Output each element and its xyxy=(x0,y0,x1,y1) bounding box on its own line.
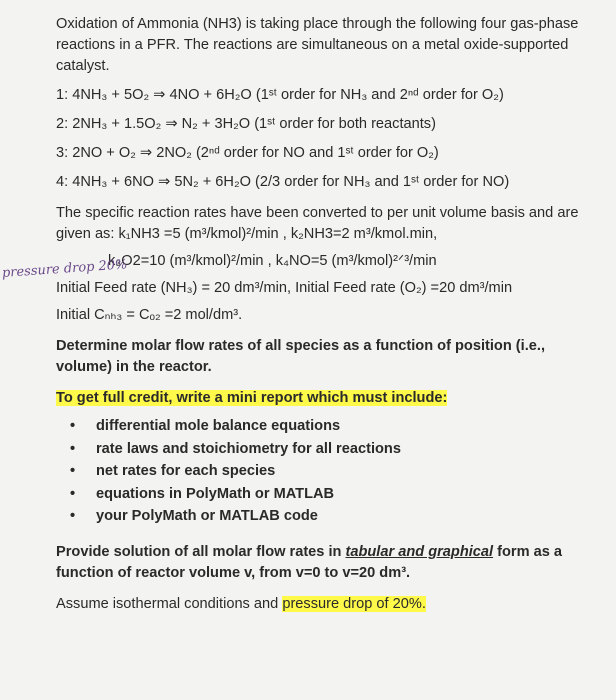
intro-text: Oxidation of Ammonia (NH3) is taking place through the following four gas-phase reactions in a PFR. The reactions are simultaneous on a metal oxide-supported catalyst. xyxy=(56,16,579,74)
list-item: • equations in PolyMath or MATLAB xyxy=(96,483,604,506)
assume-text-a: Assume isothermal conditions and xyxy=(56,595,283,612)
handwritten-note: pressure drop 20% xyxy=(1,257,128,281)
credit-header-highlight: To get full credit, write a mini report which must include: xyxy=(56,390,448,406)
credit-header xyxy=(56,388,604,409)
initial-concentration: Initial Cₙₕ₃ = Cₒ₂ =2 mol/dm³. xyxy=(56,307,243,323)
list-item: • net rates for each species xyxy=(96,460,604,483)
provide-text-underlined: tabular and graphical xyxy=(345,543,494,560)
rates-intro: The specific reaction rates have been converted to per unit volume basis and are given as: k₁NH3 =5 (m³/kmol)²/min , k₂NH3=2 m³/kmol.min, xyxy=(56,205,579,242)
list-item: • your PolyMath or MATLAB code xyxy=(96,505,604,528)
determine-text: Determine molar flow rates of all species as a function of position (i.e., volume) in the reactor. xyxy=(56,338,545,375)
reaction-4: 4: 4NH₃ + 6NO ⇒ 5N₂ + 6H₂O (2/3 order for NH₃ and 1ˢᵗ order for NO) xyxy=(56,174,510,190)
provide-text-a: Provide solution of all molar flow rates in xyxy=(56,543,346,560)
list-item: • rate laws and stoichiometry for all reactions xyxy=(96,438,604,461)
reaction-1: 1: 4NH₃ + 5O₂ ⇒ 4NO + 6H₂O (1ˢᵗ order for NH₃ and 2ⁿᵈ order for O₂) xyxy=(56,87,504,103)
assume-highlight: pressure drop of 20%. xyxy=(282,595,426,612)
provide-text xyxy=(56,542,604,584)
assume-text xyxy=(56,594,604,615)
provide-text-b: form as a function of reactor volume v, from v=0 to v=20 dm³. xyxy=(56,543,563,581)
reaction-3: 3: 2NO + O₂ ⇒ 2NO₂ (2ⁿᵈ order for NO and 1ˢᵗ order for O₂) xyxy=(56,145,439,161)
requirements-list xyxy=(56,415,604,528)
feed-rates: Initial Feed rate (NH₃) = 20 dm³/min, Initial Feed rate (O₂) =20 dm³/min xyxy=(56,280,513,296)
list-item: • differential mole balance equations xyxy=(96,415,604,438)
rates-line-2: k₃O2=10 (m³/kmol)²/min , k₄NO=5 (m³/kmol)²ᐟ³/min xyxy=(108,253,437,269)
reaction-2: 2: 2NH₃ + 1.5O₂ ⇒ N₂ + 3H₂O (1ˢᵗ order for both reactants) xyxy=(56,116,436,132)
